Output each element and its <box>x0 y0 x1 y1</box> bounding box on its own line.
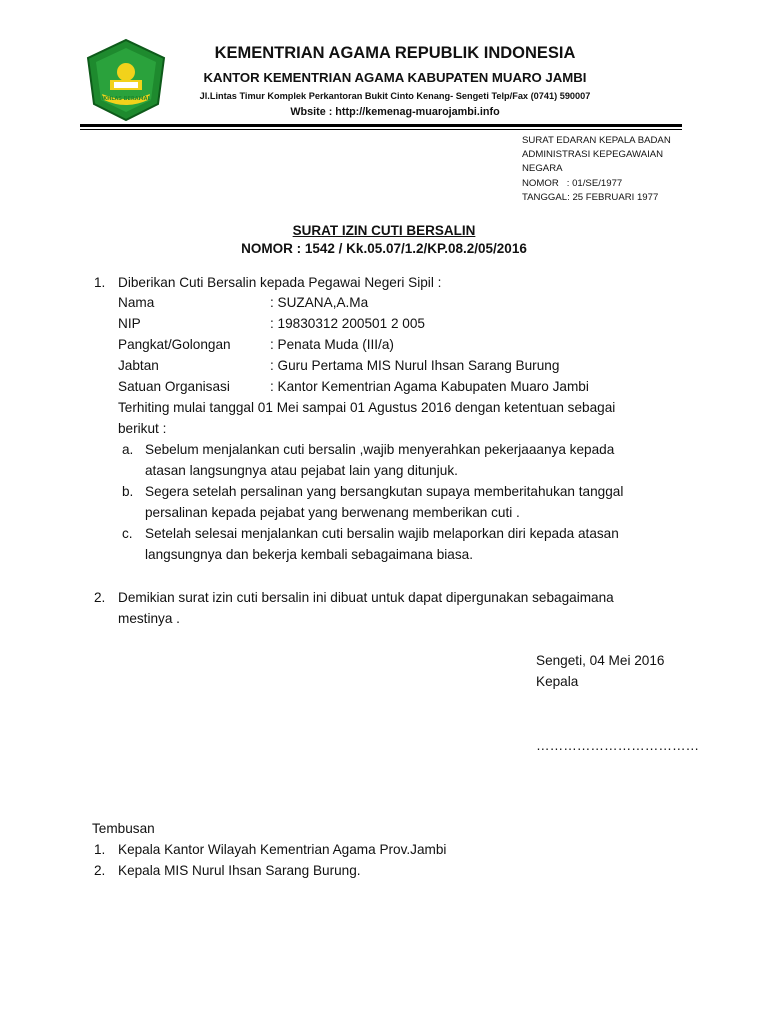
document-title-text: SURAT IZIN CUTI BERSALIN <box>292 223 476 238</box>
reference-line: ADMINISTRASI KEPEGAWAIAN <box>522 149 664 161</box>
reference-line: SURAT EDARAN KEPALA BADAN <box>522 135 671 146</box>
item2-number: 2. <box>94 590 106 605</box>
reference-block <box>522 134 671 205</box>
signature-name-placeholder: ……………………………… <box>536 738 700 753</box>
reference-line: NOMOR : 01/SE/1977 <box>522 177 623 189</box>
document-title <box>0 223 768 238</box>
item1-number: 1. <box>94 275 106 290</box>
field-value-satuan: : Kantor Kementrian Agama Kabupaten Muaro Jambi <box>270 379 589 394</box>
tembusan-item-1: Kepala Kantor Wilayah Kementrian Agama Prov.Jambi <box>118 842 447 857</box>
field-label-nip: NIP <box>118 316 141 331</box>
field-label-satuan: Satuan Organisasi <box>118 379 230 394</box>
field-value-nama: : SUZANA,A.Ma <box>270 295 369 310</box>
reference-line: TANGGAL: 25 FEBRUARI 1977 <box>522 191 659 203</box>
condition-c-line-2: langsungnya dan bekerja kembali sebagaimana biasa. <box>145 547 473 562</box>
field-label-pangkat: Pangkat/Golongan <box>118 337 231 352</box>
letterhead-rule-thick <box>80 124 682 127</box>
reference-line: NEGARA <box>522 163 563 175</box>
field-value-pangkat: : Penata Muda (III/a) <box>270 337 394 352</box>
item1-intro: Diberikan Cuti Bersalin kepada Pegawai Negeri Sipil : <box>118 275 442 290</box>
logo-text: IKHLAS BERAMAL <box>101 96 151 102</box>
item2-line-2: mestinya . <box>118 611 180 626</box>
condition-a-letter: a. <box>122 442 134 457</box>
tembusan-item-2-number: 2. <box>94 863 106 878</box>
condition-c-letter: c. <box>122 526 133 541</box>
condition-b-letter: b. <box>122 484 134 499</box>
period-line-1: Terhiting mulai tanggal 01 Mei sampai 01 Agustus 2016 dengan ketentuan sebagai <box>118 400 616 415</box>
field-label-nama: Nama <box>118 295 155 310</box>
condition-a-line-1: Sebelum menjalankan cuti bersalin ,wajib menyerahkan pekerjaaanya kepada <box>145 442 615 457</box>
document-number: NOMOR : 1542 / Kk.05.07/1.2/KP.08.2/05/2016 <box>241 241 527 256</box>
field-value-nip: : 19830312 200501 2 005 <box>270 316 425 331</box>
tembusan-item-1-number: 1. <box>94 842 106 857</box>
signature-place-date: Sengeti, 04 Mei 2016 <box>536 653 665 668</box>
condition-c-line-1: Setelah selesai menjalankan cuti bersalin wajib melaporkan diri kepada atasan <box>145 526 619 541</box>
period-line-2: berikut : <box>118 421 167 436</box>
signature-position: Kepala <box>536 674 579 689</box>
letterhead-ministry: KEMENTRIAN AGAMA REPUBLIK INDONESIA <box>214 44 576 62</box>
condition-b-line-2: persalinan kepada pejabat yang berwenang memberikan cuti . <box>145 505 520 520</box>
field-label-jabatan: Jabtan <box>118 358 159 373</box>
letterhead-office: KANTOR KEMENTRIAN AGAMA KABUPATEN MUARO JAMBI <box>203 70 587 85</box>
letterhead-address: Jl.Lintas Timur Komplek Perkantoran Bukit Cinto Kenang- Sengeti Telp/Fax (0741) 590007 <box>199 91 591 101</box>
letterhead-website: Wbsite : http://kemenag-muarojambi.info <box>290 106 500 118</box>
letterhead-rule-thin <box>80 129 682 130</box>
condition-a-line-2: atasan langsungnya atau pejabat lain yang ditunjuk. <box>145 463 458 478</box>
condition-b-line-1: Segera setelah persalinan yang bersangkutan supaya memberitahukan tanggal <box>145 484 624 499</box>
tembusan-heading: Tembusan <box>92 821 155 836</box>
tembusan-item-2: Kepala MIS Nurul Ihsan Sarang Burung. <box>118 863 361 878</box>
item2-line-1: Demikian surat izin cuti bersalin ini dibuat untuk dapat dipergunakan sebagaimana <box>118 590 614 605</box>
field-value-jabatan: : Guru Pertama MIS Nurul Ihsan Sarang Burung <box>270 358 560 373</box>
